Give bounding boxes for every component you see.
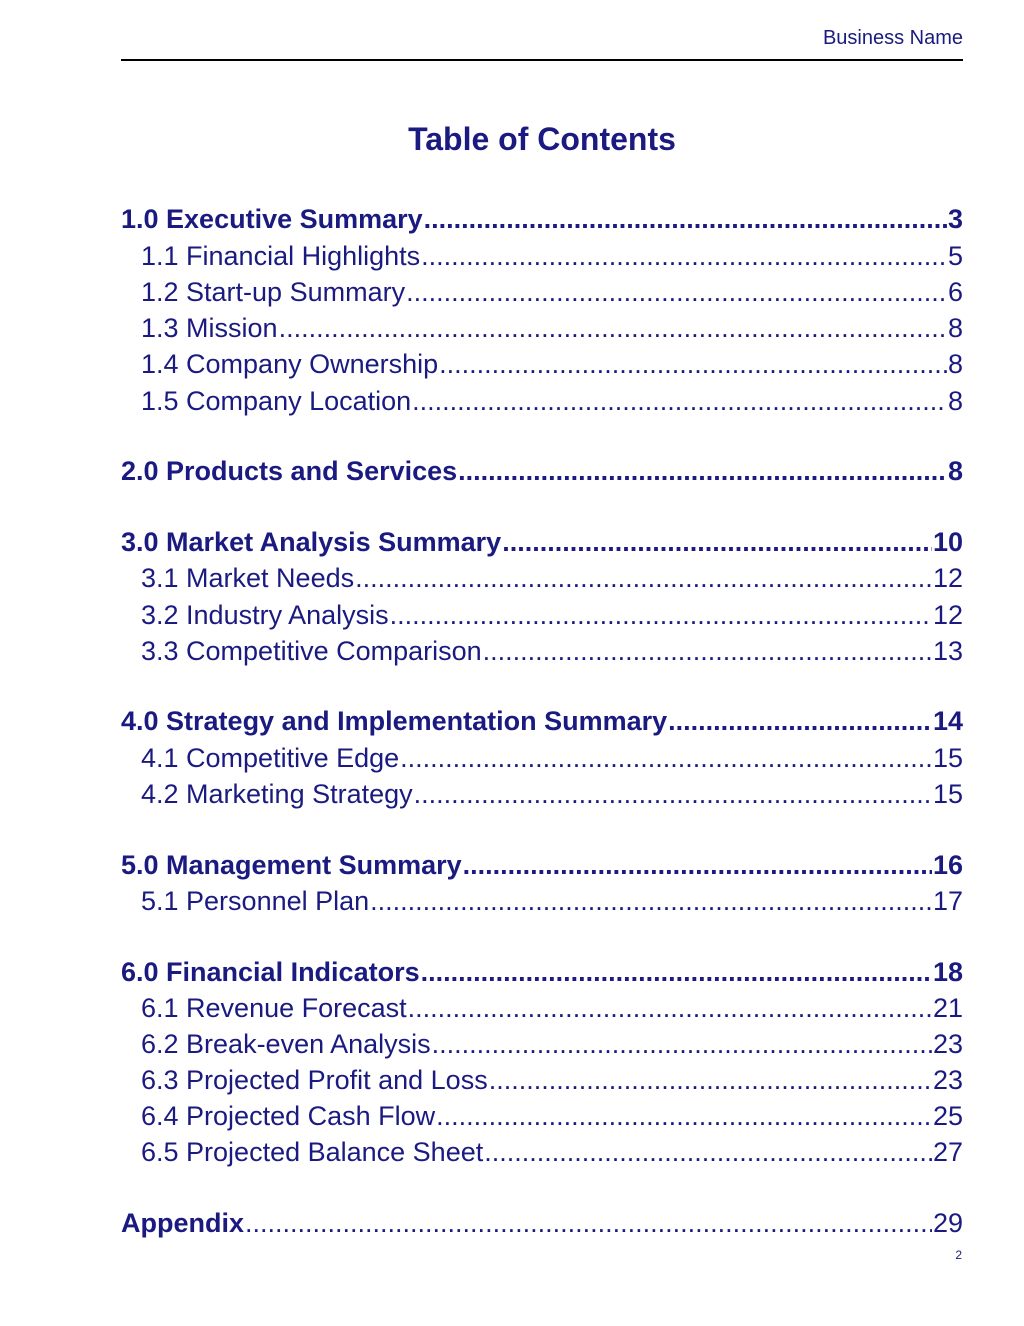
toc-entry-text: 1.1 Financial Highlights <box>141 241 421 271</box>
toc-entry-text: 1.4 Company Ownership <box>141 349 439 379</box>
toc-entry-text: 6.5 Projected Balance Sheet <box>141 1137 484 1167</box>
toc-entry-text: 1.5 Company Location <box>141 386 412 416</box>
toc-entry-page: 10 <box>932 527 963 557</box>
toc-entry-page: 12 <box>932 563 963 593</box>
toc-entry-text: 5.0 Management Summary <box>121 850 462 880</box>
toc-title: Table of Contents <box>408 121 676 157</box>
toc-entry-page: 6 <box>947 277 963 307</box>
toc-leader-dots <box>439 347 947 381</box>
toc-entry-page: 8 <box>947 313 963 343</box>
toc-entry-text: 6.2 Break-even Analysis <box>141 1029 431 1059</box>
toc-entry-page: 16 <box>932 850 963 880</box>
toc-entry[interactable] <box>121 1099 963 1133</box>
toc-entry[interactable] <box>121 884 963 918</box>
toc-leader-dots <box>355 561 932 595</box>
toc-entry-text: 4.0 Strategy and Implementation Summary <box>121 706 668 736</box>
toc-entry[interactable] <box>121 741 963 775</box>
toc-leader-dots <box>412 384 947 418</box>
toc-entry[interactable] <box>121 598 963 632</box>
toc-entry-page: 23 <box>932 1029 963 1059</box>
toc-leader-dots <box>245 1206 932 1240</box>
toc-entry[interactable] <box>121 275 963 309</box>
toc-entry-page: 21 <box>932 993 963 1023</box>
toc-leader-dots <box>414 777 932 811</box>
toc-entry-text: 5.1 Personnel Plan <box>141 886 370 916</box>
toc-entry[interactable] <box>121 347 963 381</box>
toc-entry-text: 3.1 Market Needs <box>141 563 355 593</box>
toc-leader-dots <box>390 598 932 632</box>
toc-entry[interactable] <box>121 454 963 488</box>
toc-entry-page: 8 <box>947 386 963 416</box>
toc-entry[interactable] <box>121 525 963 559</box>
toc-entry-text: 4.1 Competitive Edge <box>141 743 400 773</box>
header-rule <box>121 59 963 61</box>
toc-entry-page: 17 <box>932 886 963 916</box>
toc-entry-page: 8 <box>947 456 963 486</box>
header-business-name: Business Name <box>822 27 963 49</box>
toc-entry-text: 1.2 Start-up Summary <box>141 277 406 307</box>
toc-entry-text: 2.0 Products and Services <box>121 456 458 486</box>
toc-entry-text: 3.3 Competitive Comparison <box>141 636 482 666</box>
toc-entry-text: 6.4 Projected Cash Flow <box>141 1101 436 1131</box>
toc-leader-dots <box>502 525 932 559</box>
toc-leader-dots <box>458 454 947 488</box>
toc-entry-text: 4.2 Marketing Strategy <box>141 779 413 809</box>
toc-entry-page: 8 <box>947 349 963 379</box>
toc-leader-dots <box>400 741 932 775</box>
toc-leader-dots <box>406 275 947 309</box>
toc-entry-page: 15 <box>932 743 963 773</box>
toc-entry[interactable] <box>121 777 963 811</box>
toc-entry-page: 23 <box>932 1065 963 1095</box>
toc-entry[interactable] <box>121 848 963 882</box>
toc-entry[interactable] <box>121 955 963 989</box>
toc-entry[interactable] <box>121 1063 963 1097</box>
toc-entry-text: 3.2 Industry Analysis <box>141 600 389 630</box>
toc-leader-dots <box>408 991 932 1025</box>
toc-leader-dots <box>463 848 932 882</box>
toc-entry-text: 6.0 Financial Indicators <box>121 957 420 987</box>
toc-leader-dots <box>421 955 932 989</box>
toc-leader-dots <box>424 202 947 236</box>
toc-leader-dots <box>421 239 947 273</box>
toc-entry[interactable] <box>121 384 963 418</box>
toc-entry-page: 3 <box>947 204 963 234</box>
toc-entry-page: 15 <box>932 779 963 809</box>
toc-leader-dots <box>436 1099 932 1133</box>
toc-leader-dots <box>489 1063 932 1097</box>
toc-leader-dots <box>668 704 932 738</box>
toc-entry[interactable] <box>121 991 963 1025</box>
toc-entry-page: 14 <box>932 706 963 736</box>
toc-entry-page: 12 <box>932 600 963 630</box>
toc-entry-text: 6.1 Revenue Forecast <box>141 993 407 1023</box>
toc-entry[interactable] <box>121 1135 963 1169</box>
toc-leader-dots <box>279 311 947 345</box>
toc-entry-text: Appendix <box>121 1208 245 1238</box>
toc-entry[interactable] <box>121 311 963 345</box>
toc-entry[interactable] <box>121 1027 963 1061</box>
toc-entry[interactable] <box>121 561 963 595</box>
toc-entry-page: 27 <box>932 1137 963 1167</box>
toc-entry[interactable] <box>121 1206 963 1240</box>
toc-leader-dots <box>484 1135 932 1169</box>
toc-entry-text: 1.3 Mission <box>141 313 278 343</box>
toc-entry-page: 29 <box>932 1208 963 1238</box>
toc-entry-page: 5 <box>947 241 963 271</box>
toc-entry-text: 3.0 Market Analysis Summary <box>121 527 502 557</box>
toc-leader-dots <box>432 1027 932 1061</box>
toc-entry[interactable] <box>121 634 963 668</box>
toc-entry[interactable] <box>121 202 963 236</box>
toc-entry[interactable] <box>121 239 963 273</box>
toc-entry-page: 25 <box>932 1101 963 1131</box>
toc-entry-page: 18 <box>932 957 963 987</box>
toc-entry-page: 13 <box>932 636 963 666</box>
page-number: 2 <box>955 1248 962 1262</box>
toc-entry[interactable] <box>121 704 963 738</box>
toc-leader-dots <box>370 884 932 918</box>
toc-entry-text: 6.3 Projected Profit and Loss <box>141 1065 488 1095</box>
toc-leader-dots <box>483 634 932 668</box>
toc-entry-text: 1.0 Executive Summary <box>121 204 423 234</box>
